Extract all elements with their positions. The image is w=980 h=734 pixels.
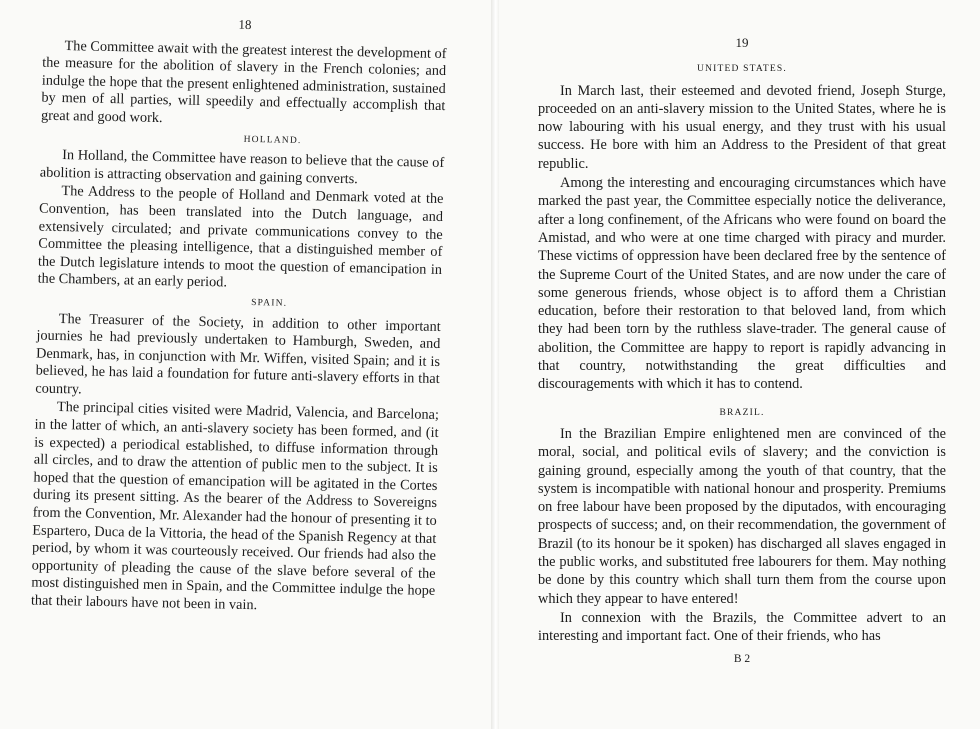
section-heading-holland: HOLLAND. [243, 134, 302, 146]
section-heading-united-states: UNITED STATES. [697, 64, 787, 75]
paragraph: In March last, their esteemed and devoted friend, Joseph Sturge, proceeded on an anti-slavery mission to the United States, where he is now labouring with his usual energy, and they trust with his usual success. He bore with him an Address to the President of that great republic. [538, 82, 946, 172]
paragraph: The Address to the people of Holland and Denmark voted at the Convention, has been translated into the Dutch language, and extensively circulated; and private communications convey to the Committee the pleasing intelligence, that a distinguished member of the Dutch legislature intends to moot the question of emancipation in the Chambers, at an early period. [37, 183, 444, 291]
paragraph: In the Brazilian Empire enlightened men are convinced of the moral, social, and political evils of slavery; and the conviction is gaining ground, especially among the youth of that country, that the system is incompatible with national honour and prosperity. Premiums on free labour have been proposed by the diputados, with encouraging prospects of success; and, on their recommendation, the government of Brazil (to its honour be it spoken) has discharged all slaves engaged in the public works, and substituted free labourers for them. May nothing be done by this country which shall turn them from the course upon which they appear to have entered! [538, 425, 946, 607]
paragraph: In Holland, the Committee have reason to believe that the cause of abolition is attracting observation and gaining converts. [39, 147, 445, 187]
paragraph: The principal cities visited were Madrid, Valencia, and Barcelona; in the latter of which, an anti-slavery society has been formed, and (it is expected) a periodical established, to diffuse information through all circles, and to draw the attention of public men to the subject. It is hoped that the question of emancipation will be agitated in the Cortes during its present sitting. As the bearer of the Address to Sovereigns from the Convention, Mr. Alexander had the honour of presenting it to Espartero, Duca de la Vittoria, the head of the Spanish Regency at that period, by whom it was courteously received. Our friends had also the opportunity of pleading the cause of the slave before several of the most distinguished men in Spain, and the Committee indulge the hope that their labours have not been in vain. [30, 399, 440, 614]
signature-mark: B 2 [733, 652, 751, 665]
paragraph: The Treasurer of the Society, in addition to other important journies he had previously undertaken to Hamburgh, Sweden, and Denmark, has, in conjunction with Mr. Wiffen, visited Spain; and it is believed, he has laid a foundation for future anti-slavery efforts in that country. [35, 310, 441, 398]
paragraph: Among the interesting and encouraging circumstances which have marked the past year, the Committee especially notice the deliverance, after a long confinement, of the Africans who were found on board the Amistad, and who were at one time charged with piracy and murder. These victims of oppression have been declared free by the sentence of the Supreme Court of the United States, and are now under the care of some generous friends, whose object is to afford them a Christian education, before their restoration to that beloved land, from which they had been torn by the ruthless slave-trader. The general cause of abolition, the Committee are happy to report is rapidly advancing in that country, notwithstanding the great difficulties and discouragements with which it has to contend. [538, 175, 946, 393]
section-heading-brazil: BRAZIL. [719, 407, 765, 418]
page-number: 18 [238, 16, 252, 32]
right-page [500, 0, 980, 729]
intro-paragraph: The Committee await with the greatest interest the development of the measure for the abolition of slavery in the French colonies; and indulge the hope that the present enlightened administration, sustained by men of all parties, will speedily and effectually accomplish that great and good work. [40, 37, 447, 127]
section-heading-spain: SPAIN. [251, 297, 288, 309]
book-gutter [491, 0, 499, 729]
page-number: 19 [735, 35, 749, 50]
paragraph: In connexion with the Brazils, the Committee advert to an interesting and important fact. One of their friends, who has [538, 609, 946, 645]
